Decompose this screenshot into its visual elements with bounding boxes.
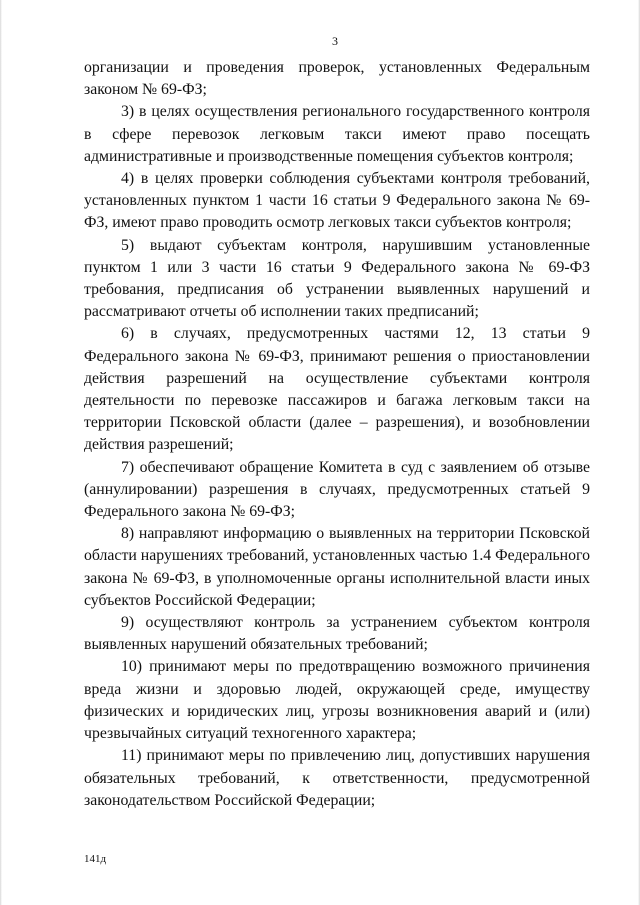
- paragraph-continuation: организации и проведения проверок, установленных Федеральным законом № 69-ФЗ;: [84, 59, 590, 99]
- page-number: 3: [332, 34, 338, 48]
- paragraph-item-3: 3) в целях осуществления регионального государственного контроля в сфере перевозок легковым такси имеют право посещать административные и производственные помещения субъектов контроля;: [84, 103, 590, 165]
- paragraph-item-8: 8) направляют информацию о выявленных на территории Псковской области нарушениях требований, установленных частью 1.4 Федерального закона № 69-ФЗ, в уполномоченные органы исполнительной власти иных субъектов Российской Федерации;: [84, 525, 590, 609]
- paragraph-item-9: 9) осуществляют контроль за устранением субъектом контроля выявленных нарушений обязательных требований;: [84, 614, 590, 654]
- paragraph-item-7: 7) обеспечивают обращение Комитета в суд с заявлением об отзыве (аннулировании) разрешения в случаях, предусмотренных статьей 9 Федерального закона № 69-ФЗ;: [84, 458, 590, 521]
- paragraph-item-10: 10) принимают меры по предотвращению возможного причинения вреда жизни и здоровью людей, окружающей среде, имуществу физических и юридических лиц, угрозы возникновения аварий и (или) чрезвычайных ситуаций техногенного характера;: [84, 658, 590, 743]
- paragraph-item-4: 4) в целях проверки соблюдения субъектами контроля требований, установленных пунктом 1 части 16 статьи 9 Федерального закона № 69-ФЗ, имеют право проводить осмотр легковых такси субъектов контроля;: [84, 170, 590, 232]
- paragraph-item-6: 6) в случаях, предусмотренных частями 12, 13 статьи 9 Федерального закона № 69-ФЗ, принимают решения о приостановлении действия разрешений на осуществление субъектами контроля деятельности по перевозке пассажиров и багажа легковым такси на территории Псковской области (далее – разрешения), и возобновлении действия разрешений;: [84, 325, 590, 454]
- document-code: 141д: [84, 853, 107, 865]
- document-body: [84, 57, 590, 812]
- page-edge-left: [0, 0, 2, 905]
- paragraph-item-11: 11) принимают меры по привлечению лиц, допустивших нарушения обязательных требований, к ответственности, предусмотренной законодательством Российской Федерации;: [84, 747, 590, 809]
- paragraph-item-5: 5) выдают субъектам контроля, нарушившим установленные пунктом 1 или 3 части 16 статьи 9 Федерального закона № 69-ФЗ требования, предписания об устранении выявленных нарушений и рассматривают отчеты об исполнении таких предписаний;: [84, 236, 590, 321]
